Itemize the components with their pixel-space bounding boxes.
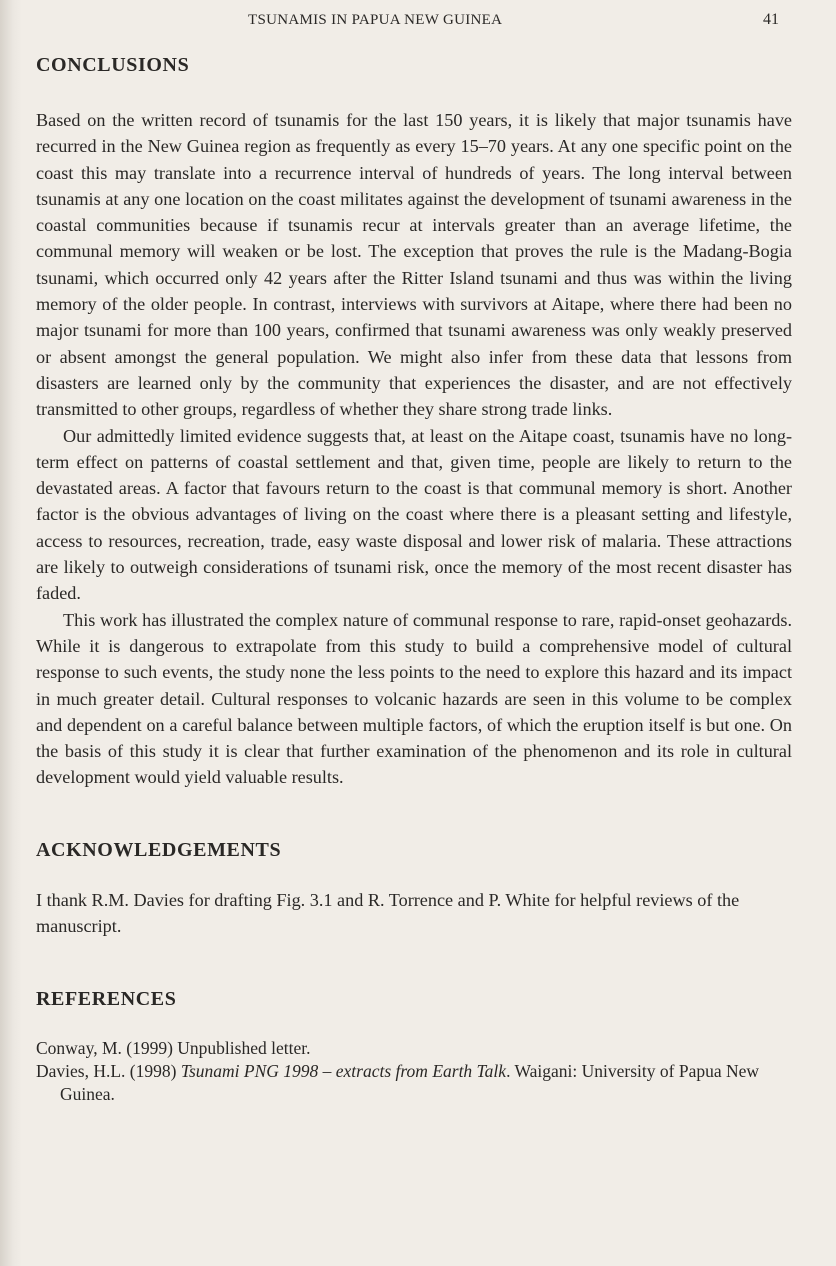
reference-text: . Waigani: University of Papua New Guinea. (60, 1061, 760, 1105)
page-number: 41 (763, 11, 779, 28)
section-heading-references: REFERENCES (36, 988, 177, 1011)
reference-entry (36, 1060, 792, 1106)
page-content (36, 54, 792, 1106)
page-gutter-shadow (0, 0, 22, 1266)
conclusions-paragraph-1: Based on the written record of tsunamis for the last 150 years, it is likely that major tsunamis have recurred in the New Guinea region as frequently as every 15–70 years. At any one specific point on the coast this may translate into a recurrence interval of hundreds of years. The long interval between tsunamis at any one location on the coast militates against the development of tsunami awareness in the coastal communities because if tsunamis recur at intervals greater than an average lifetime, the communal memory will weaken or be lost. The exception that proves the rule is the Madang-Bogia tsunami, which occurred only 42 years after the Ritter Island tsunami and thus was within the living memory of the older people. In contrast, interviews with survivors at Aitape, where there had been no major tsunami for more than 100 years, confirmed that tsunami awareness was only weakly preserved or absent amongst the general population. We might also infer from these data that lessons from disasters are learned only by the community that experiences the disaster, and are not effectively transmitted to other groups, regardless of whether they share strong trade links. (36, 110, 792, 420)
reference-text: Conway, M. (1999) Unpublished letter. (36, 1038, 311, 1059)
acknowledgements-text: I thank R.M. Davies for drafting Fig. 3.1 and R. Torrence and P. White for helpful reviews of the manuscript. (36, 889, 740, 937)
reference-title: Tsunami PNG 1998 – extracts from Earth Talk (180, 1061, 507, 1082)
conclusions-paragraph-3: This work has illustrated the complex nature of communal response to rare, rapid-onset geohazards. While it is dangerous to extrapolate from this study to build a comprehensive model of cultural response to such events, the study none the less points to the need to explore this hazard and its impact in much greater detail. Cultural responses to volcanic hazards are seen in this volume to be complex and dependent on a careful balance between multiple factors, of which the eruption itself is but one. On the basis of this study it is clear that further examination of the phenomenon and its role in cultural development would yield valuable results. (36, 609, 792, 788)
running-header: TSUNAMIS IN PAPUA NEW GUINEA (248, 12, 503, 28)
section-heading-acknowledgements: ACKNOWLEDGEMENTS (36, 838, 282, 861)
conclusions-paragraph-2: Our admittedly limited evidence suggests that, at least on the Aitape coast, tsunamis have no long-term effect on patterns of coastal settlement and that, given time, people are likely to return to the devastated areas. A factor that favours return to the coast is that communal memory is short. Another factor is the obvious advantages of living on the coast where there is a pleasant setting and lifestyle, access to resources, recreation, trade, easy waste disposal and lower risk of malaria. These attractions are likely to outweigh considerations of tsunami risk, once the memory of the most recent disaster has faded. (36, 425, 792, 604)
reference-list (36, 1037, 792, 1106)
reference-entry (36, 1037, 792, 1060)
section-heading-conclusions: CONCLUSIONS (36, 54, 190, 76)
conclusions-body (36, 107, 792, 791)
reference-text: Davies, H.L. (1998) (36, 1061, 181, 1082)
